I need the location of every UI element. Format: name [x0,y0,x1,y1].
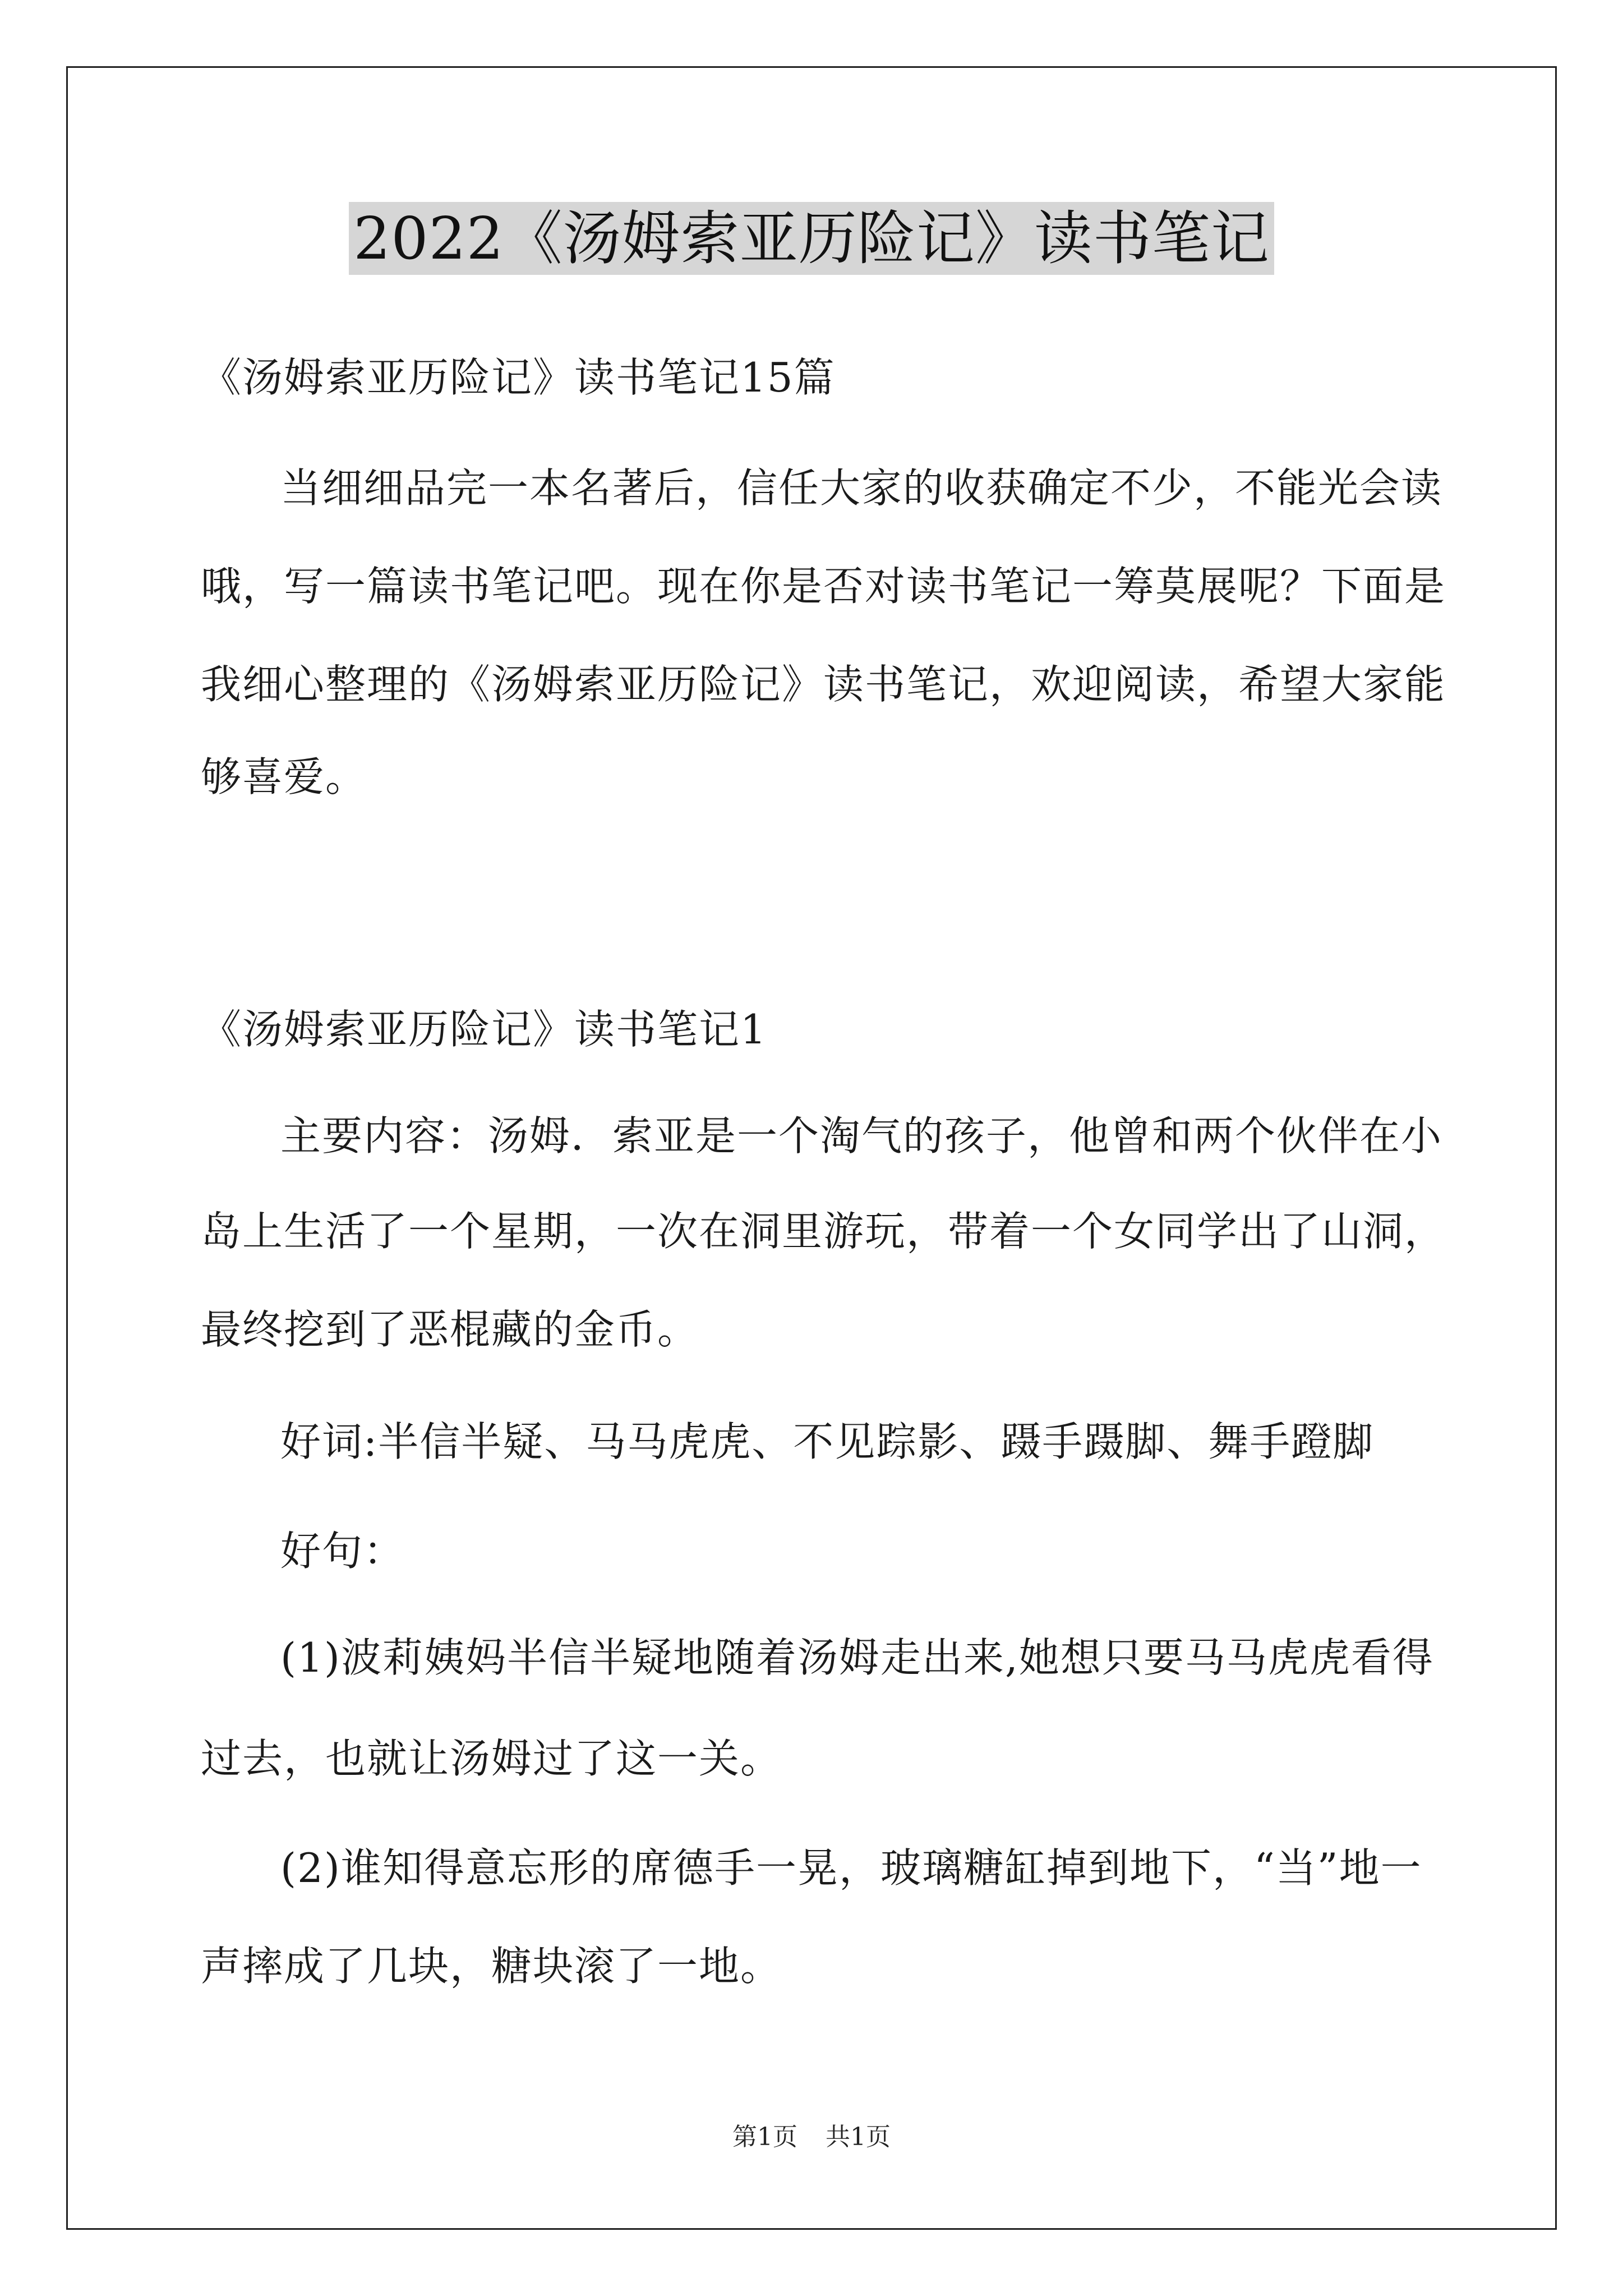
sentence-1-line-2: 过去，也就让汤姆过了这一关。 [201,1735,782,1782]
page-footer [0,2120,1623,2154]
summary-line-2: 岛上生活了一个星期，一次在洞里游玩，带着一个女同学出了山洞， [201,1208,1446,1255]
page-number: 第1页 [732,2123,797,2151]
intro-line-3: 我细心整理的《汤姆索亚历险记》读书笔记，欢迎阅读，希望大家能 [201,661,1446,708]
sentence-2-line-2: 声摔成了几块，糖块滚了一地。 [201,1943,782,1990]
sentence-2-line-1: (2)谁知得意忘形的席德手一晃，玻璃糖缸掉到地下，“当”地一 [280,1844,1422,1892]
title-wrap [0,202,1623,275]
document-title: 2022《汤姆索亚历险记》读书笔记 [349,202,1274,275]
section-heading: 《汤姆索亚历险记》读书笔记1 [201,1006,767,1053]
good-words-line: 好词:半信半疑、马马虎虎、不见踪影、蹑手蹑脚、舞手蹬脚 [280,1418,1375,1465]
summary-line-1: 主要内容：汤姆．索亚是一个淘气的孩子，他曾和两个伙伴在小 [280,1112,1443,1159]
intro-line-4: 够喜爱。 [201,753,367,800]
summary-line-3: 最终挖到了恶棍藏的金币。 [201,1306,699,1353]
intro-line-2: 哦，写一篇读书笔记吧。现在你是否对读书笔记一筹莫展呢？下面是 [201,563,1446,610]
intro-line-1: 当细细品完一本名著后，信任大家的收获确定不少，不能光会读 [280,464,1443,512]
good-sentences-label: 好句： [280,1527,405,1575]
subtitle-line: 《汤姆索亚历险记》读书笔记15篇 [201,354,836,401]
sentence-1-line-1: (1)波莉姨妈半信半疑地随着汤姆走出来,她想只要马马虎虎看得 [280,1634,1434,1681]
page-total: 共1页 [826,2123,891,2151]
